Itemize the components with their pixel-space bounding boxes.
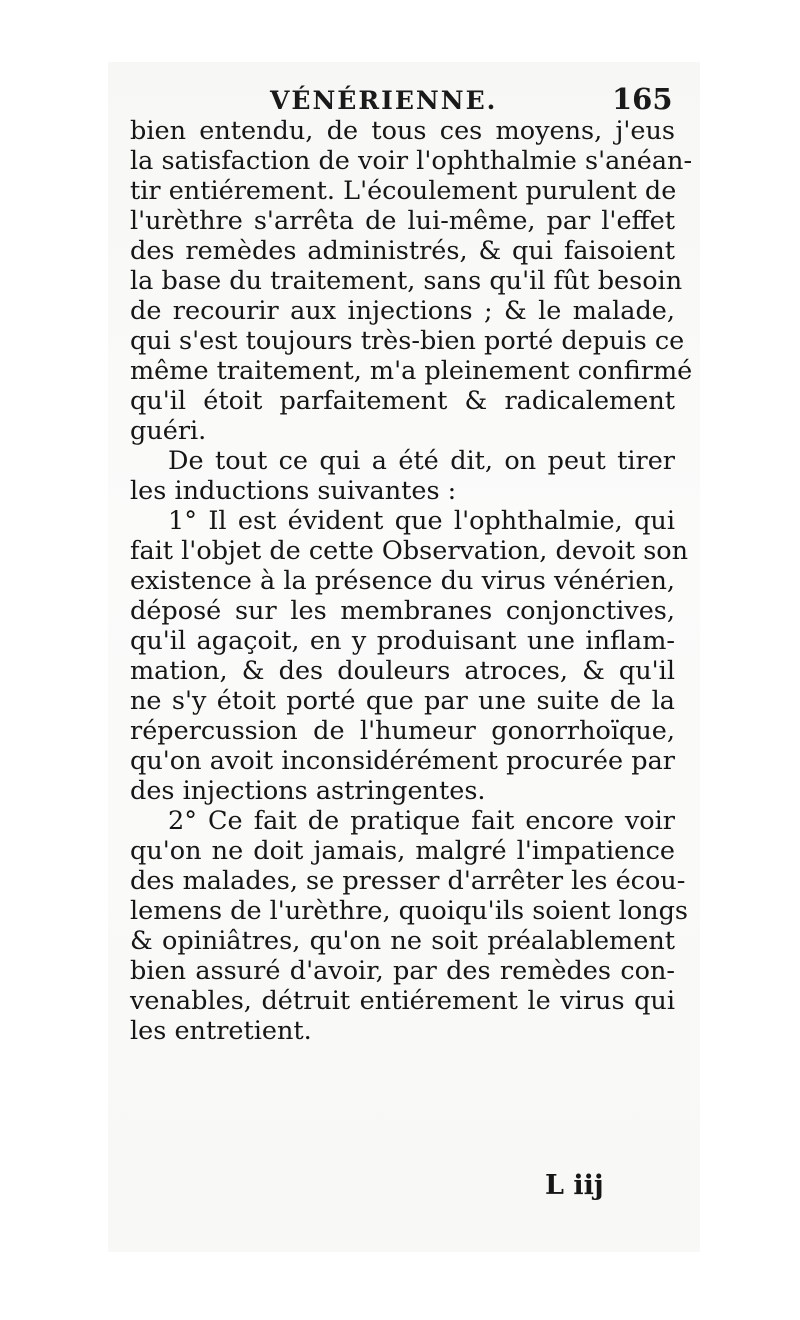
- text-line: mation, & des douleurs atroces, & qu'il: [130, 656, 675, 686]
- text-line: répercussion de l'humeur gonorrhoïque,: [130, 716, 675, 746]
- running-head: VÉNÉRIENNE.: [270, 86, 498, 115]
- page-number: 165: [612, 82, 673, 116]
- text-line: des remèdes administrés, & qui faisoient: [130, 236, 675, 266]
- text-line: 1° Il est évident que l'ophthalmie, qui: [168, 506, 675, 536]
- page-header: [0, 72, 800, 122]
- text-line: qu'on ne doit jamais, malgré l'impatience: [130, 836, 675, 866]
- text-line: bien assuré d'avoir, par des remèdes con-: [130, 956, 675, 986]
- text-line: qu'on avoit inconsidérément procurée par: [130, 746, 675, 776]
- text-line: les entretient.: [130, 1016, 312, 1046]
- text-line: De tout ce qui a été dit, on peut tirer: [168, 446, 675, 476]
- text-line: même traitement, m'a pleinement confirmé: [130, 356, 693, 386]
- text-line: existence à la présence du virus vénérien,: [130, 566, 675, 596]
- text-line: 2° Ce fait de pratique fait encore voir: [168, 806, 675, 836]
- text-line: déposé sur les membranes conjonctives,: [130, 596, 675, 626]
- text-line: qu'il agaçoit, en y produisant une inflam-: [130, 626, 675, 656]
- text-line: l'urèthre s'arrêta de lui-même, par l'effet: [130, 206, 675, 236]
- text-line: des malades, se presser d'arrêter les écou-: [130, 866, 686, 896]
- text-line: guéri.: [130, 416, 207, 446]
- signature-mark: L iij: [545, 1170, 604, 1201]
- text-line: tir entiérement. L'écoulement purulent de: [130, 176, 677, 206]
- text-line: bien entendu, de tous ces moyens, j'eus: [130, 116, 675, 146]
- text-line: qui s'est toujours très-bien porté depuis ce: [130, 326, 685, 356]
- text-line: des injections astringentes.: [130, 776, 486, 806]
- text-line: la base du traitement, sans qu'il fût besoin: [130, 266, 683, 296]
- text-line: fait l'objet de cette Observation, devoit son: [130, 536, 689, 566]
- text-line: & opiniâtres, qu'on ne soit préalablement: [130, 926, 675, 956]
- text-line: ne s'y étoit porté que par une suite de la: [130, 686, 675, 716]
- body-text: [130, 116, 693, 1046]
- text-line: qu'il étoit parfaitement & radicalement: [130, 386, 675, 416]
- text-line: la satisfaction de voir l'ophthalmie s'anéan-: [130, 146, 693, 176]
- text-line: les inductions suivantes :: [130, 476, 457, 506]
- text-line: de recourir aux injections ; & le malade,: [130, 296, 675, 326]
- text-line: venables, détruit entiérement le virus qui: [130, 986, 675, 1016]
- text-line: lemens de l'urèthre, quoiqu'ils soient longs: [130, 896, 688, 926]
